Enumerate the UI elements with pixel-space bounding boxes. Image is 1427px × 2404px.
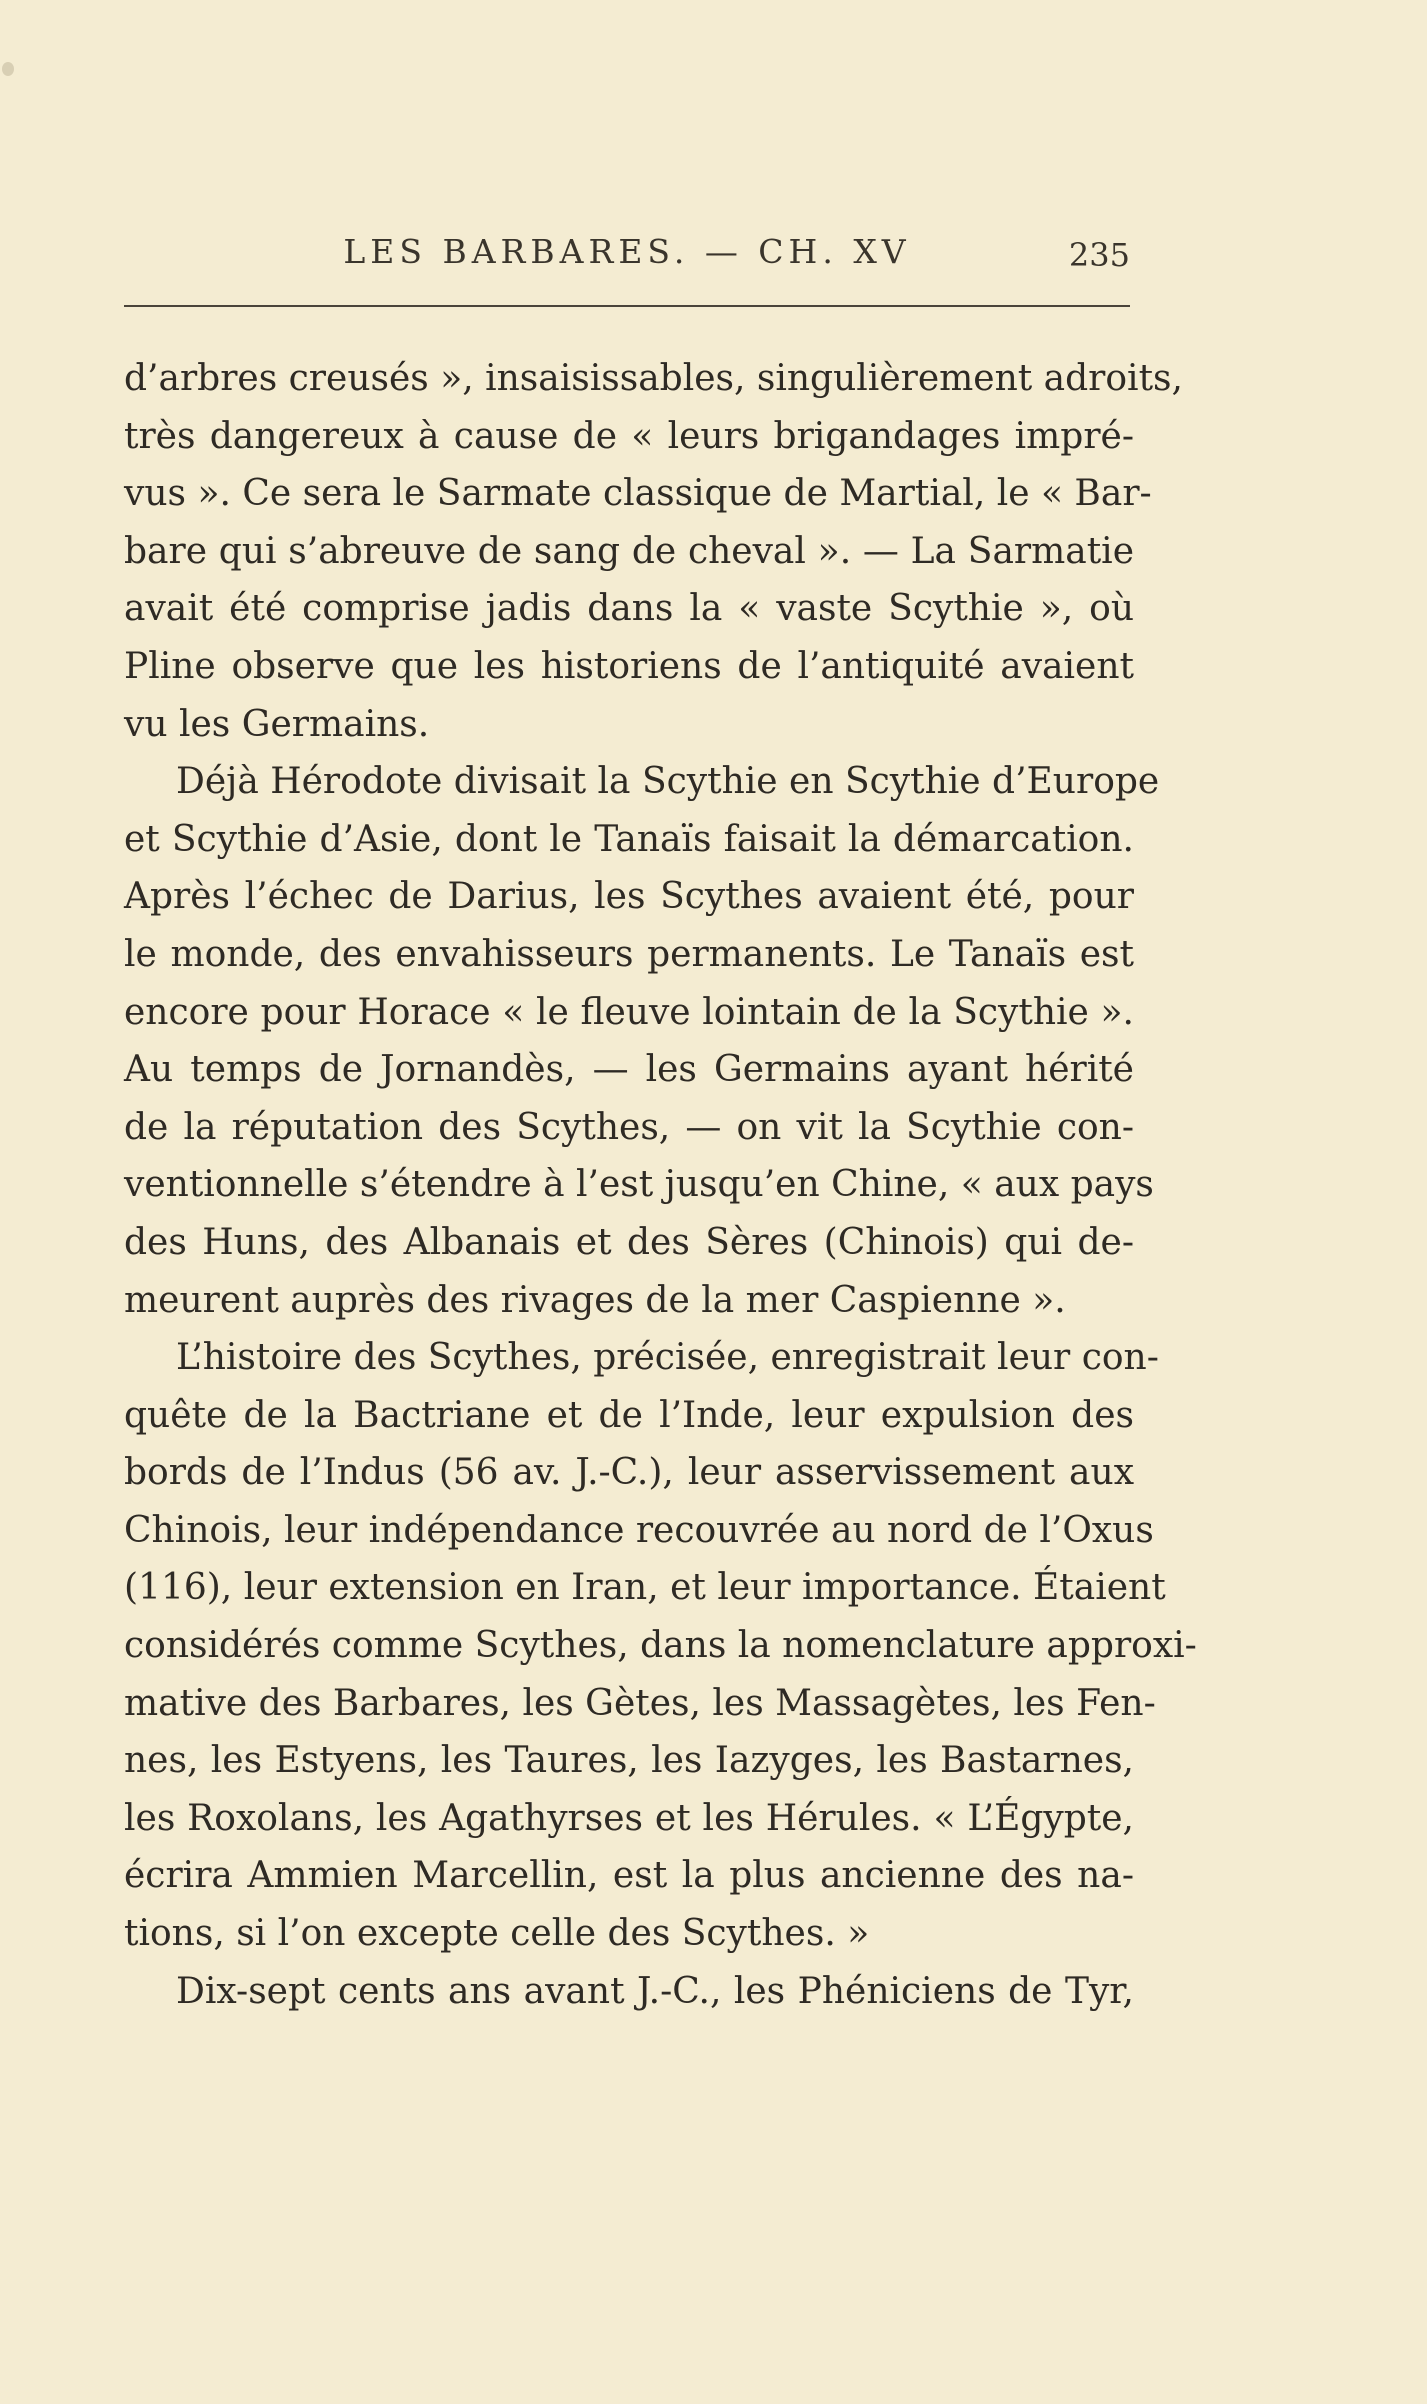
text-line: et Scythie d’Asie, dont le Tanaïs faisait la démarcation.: [124, 818, 1134, 860]
text-line: d’arbres creusés », insaisissables, singulièrement adroits,: [124, 358, 1183, 399]
text-line: de la réputation des Scythes, — on vit la Scythie con-: [124, 1106, 1134, 1148]
text-line: meurent auprès des rivages de la mer Caspienne ».: [124, 1279, 1066, 1321]
text-line: vus ». Ce sera le Sarmate classique de Martial, le « Bar-: [124, 473, 1152, 515]
text-line: tions, si l’on excepte celle des Scythes. »: [124, 1913, 870, 1955]
text-line: Pline observe que les historiens de l’antiquité avaient: [124, 645, 1134, 687]
text-line: quête de la Bactriane et de l’Inde, leur expulsion des: [124, 1394, 1134, 1436]
page-number: 235: [1068, 236, 1130, 274]
text-line: les Roxolans, les Agathyrses et les Hérules. « L’Égypte,: [124, 1797, 1134, 1839]
text-line: (116), leur extension en Iran, et leur importance. Étaient: [124, 1567, 1166, 1609]
text-line: le monde, des envahisseurs permanents. Le Tanaïs est: [124, 933, 1134, 975]
text-line: encore pour Horace « le fleuve lointain de la Scythie ».: [124, 991, 1134, 1033]
text-line: bare qui s’abreuve de sang de cheval ». — La Sarmatie: [124, 530, 1134, 572]
text-line: mative des Barbares, les Gètes, les Massagètes, les Fen-: [124, 1682, 1156, 1724]
text-line: ventionnelle s’étendre à l’est jusqu’en Chine, « aux pays: [124, 1164, 1154, 1206]
paper-spot: [2, 62, 14, 76]
text-line: vu les Germains.: [124, 703, 430, 745]
text-line: des Huns, des Albanais et des Sères (Chinois) qui de-: [124, 1221, 1134, 1263]
header-rule: [124, 305, 1130, 307]
text-line: Déjà Hérodote divisait la Scythie en Scythie d’Europe: [176, 761, 1160, 803]
text-line: Dix-sept cents ans avant J.-C., les Phéniciens de Tyr,: [176, 1970, 1134, 2012]
text-line: avait été comprise jadis dans la « vaste Scythie », où: [124, 588, 1134, 630]
page-header: [124, 222, 1130, 282]
text-line: écrira Ammien Marcellin, est la plus ancienne des na-: [124, 1855, 1134, 1897]
text-line: bords de l’Indus (56 av. J.-C.), leur asservissement aux: [124, 1452, 1134, 1494]
text-line: considérés comme Scythes, dans la nomenclature approxi-: [124, 1625, 1197, 1667]
running-title: LES BARBARES. — CH. XV: [343, 232, 911, 271]
text-line: Chinois, leur indépendance recouvrée au nord de l’Oxus: [124, 1509, 1154, 1551]
body-text: [124, 350, 1197, 2020]
text-line: nes, les Estyens, les Taures, les Iazyges, les Bastarnes,: [124, 1740, 1134, 1782]
text-line: Après l’échec de Darius, les Scythes avaient été, pour: [124, 876, 1134, 918]
text-line: Au temps de Jornandès, — les Germains ayant hérité: [124, 1049, 1134, 1091]
text-line: L’histoire des Scythes, précisée, enregistrait leur con-: [176, 1337, 1159, 1379]
text-line: très dangereux à cause de « leurs brigandages impré-: [124, 415, 1134, 457]
